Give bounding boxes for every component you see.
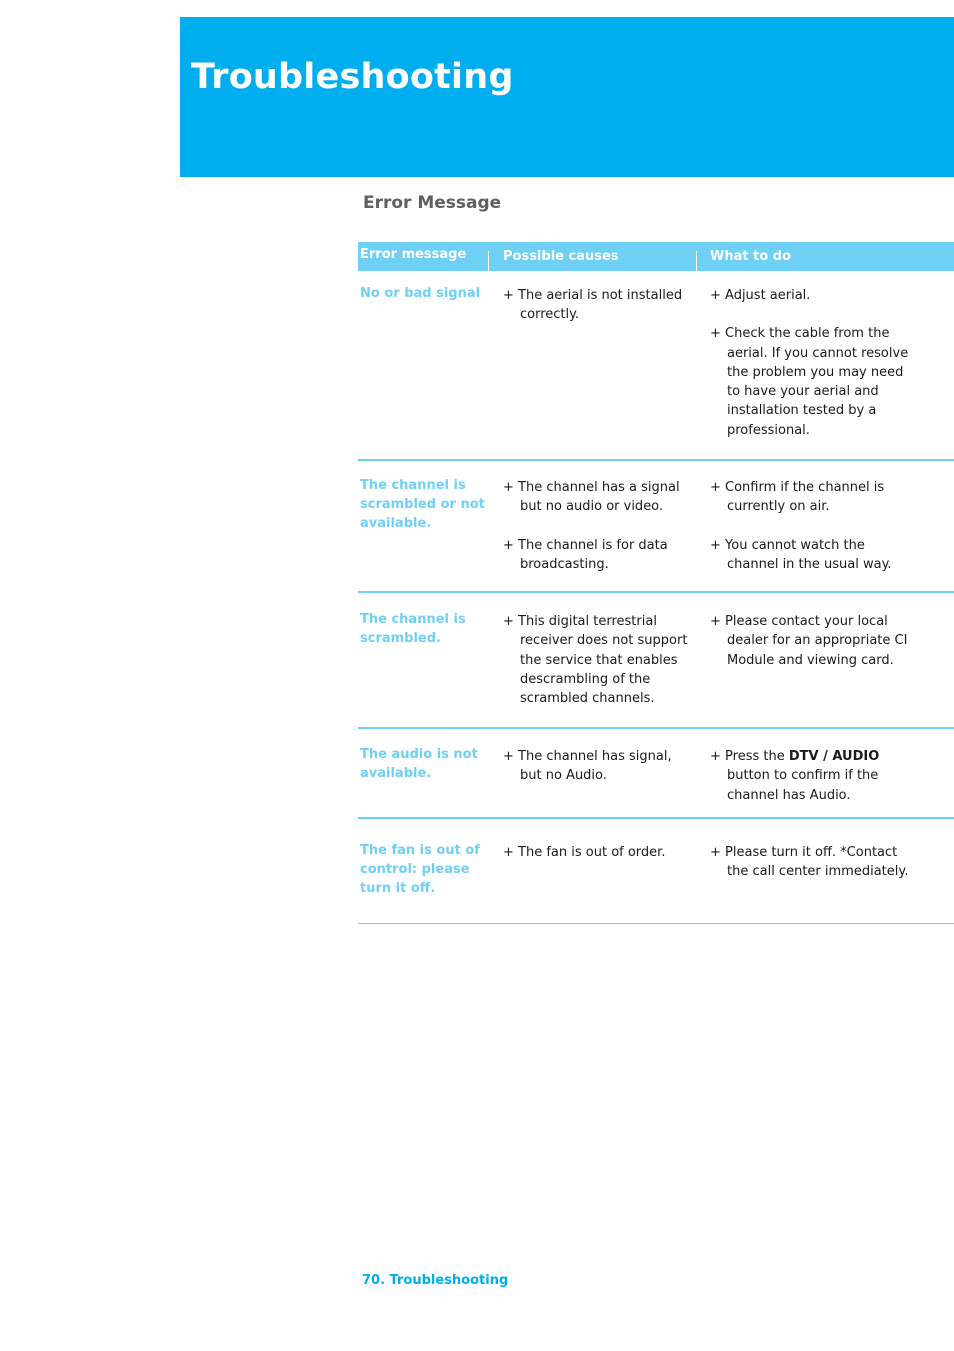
what-to-do-cell [710, 612, 910, 670]
table-row [358, 819, 954, 924]
table-row [358, 461, 954, 593]
table-row [358, 271, 954, 461]
cause-item: + This digital terrestrial receiver does not support the service that enables descrambling of the scrambled channels. [503, 614, 688, 707]
page-footer: 70. Troubleshooting [362, 1273, 509, 1288]
todo-item [710, 747, 910, 805]
header-what-to-do: What to do [710, 249, 792, 264]
header-divider [488, 251, 489, 271]
error-message-cell: The fan is out of control: please turn it off. [360, 843, 480, 896]
possible-causes-cell [503, 286, 693, 325]
cause-item: + The fan is out of order. [503, 845, 666, 860]
what-to-do-cell [710, 478, 910, 574]
todo-text: button to confirm if the channel has Audio. [727, 768, 879, 803]
page-title: Troubleshooting [191, 57, 514, 97]
table-header [358, 242, 954, 271]
table-row [358, 729, 954, 819]
title-banner [180, 17, 954, 177]
error-message-cell: The audio is not available. [360, 747, 478, 781]
what-to-do-cell [710, 286, 910, 440]
todo-item: + You cannot watch the channel in the usual way. [710, 537, 892, 572]
error-message-cell: The channel is scrambled or not available. [360, 478, 485, 531]
todo-item: + Adjust aerial. [710, 288, 811, 303]
todo-text: + Press the [710, 749, 789, 764]
todo-item: + Check the cable from the aerial. If you cannot resolve the problem you may need to have your aerial and installation tested by a professional. [710, 326, 909, 438]
header-error-message: Error message [360, 247, 467, 262]
cause-item: + The channel has signal, but no Audio. [503, 749, 672, 784]
dtv-audio-button-label: DTV / AUDIO [788, 749, 880, 764]
possible-causes-cell [503, 747, 693, 786]
possible-causes-cell [503, 843, 693, 862]
error-message-cell: The channel is scrambled. [360, 612, 466, 646]
header-possible-causes: Possible causes [503, 249, 619, 264]
cause-item: + The aerial is not installed correctly. [503, 288, 683, 323]
section-title: Error Message [363, 193, 502, 213]
possible-causes-cell [503, 612, 693, 708]
header-divider [696, 251, 697, 271]
what-to-do-cell [710, 843, 910, 882]
todo-item: + Please contact your local dealer for an appropriate CI Module and viewing card. [710, 614, 908, 668]
what-to-do-cell [710, 747, 910, 805]
error-message-cell: No or bad signal [360, 286, 481, 301]
possible-causes-cell [503, 478, 693, 574]
table-row [358, 593, 954, 729]
todo-item: + Please turn it off. *Contact the call center immediately. [710, 845, 909, 880]
row-divider [358, 923, 954, 924]
todo-item: + Confirm if the channel is currently on air. [710, 480, 885, 515]
cause-item: + The channel is for data broadcasting. [503, 537, 668, 572]
cause-item: + The channel has a signal but no audio or video. [503, 480, 680, 515]
